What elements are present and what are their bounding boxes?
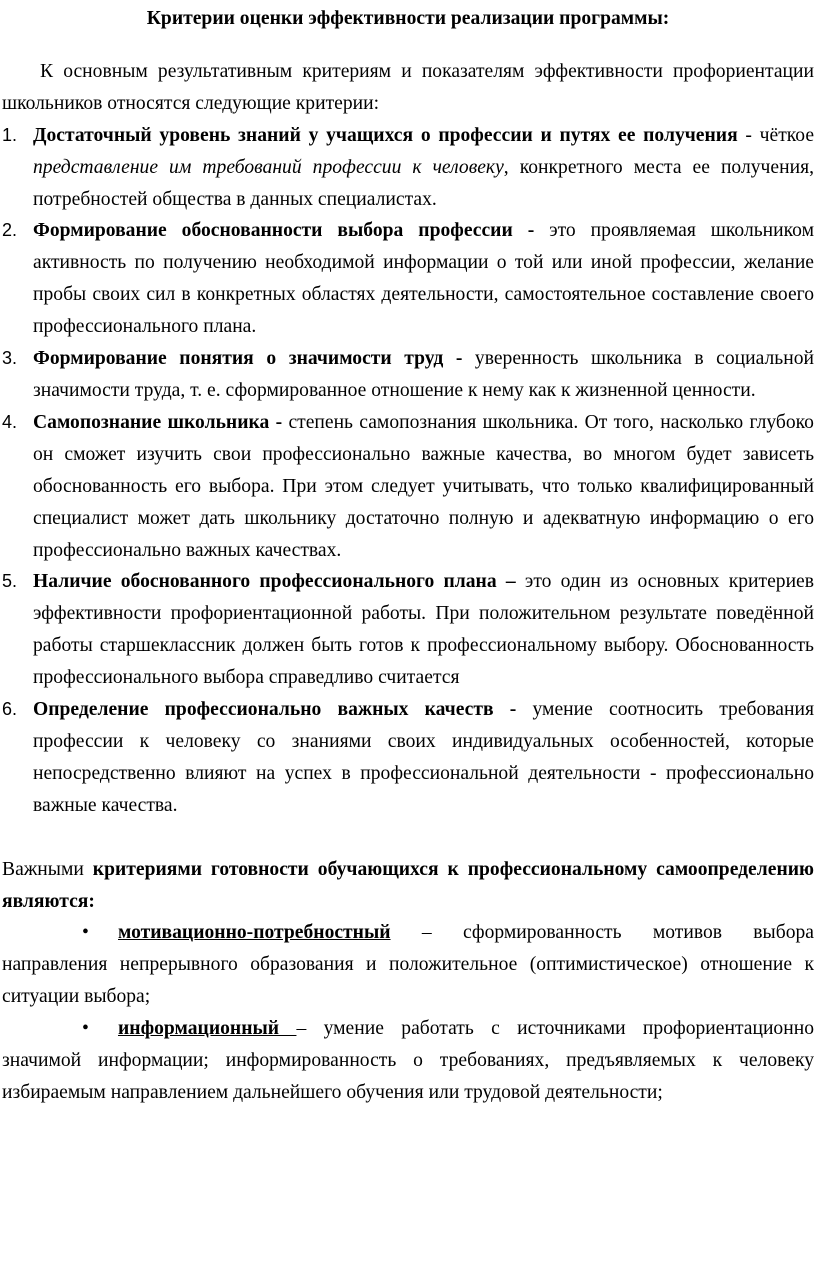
criterion-text: уверенность школьника в социальной значимости труда, т. е. сформированное отношение к нему как к жизненной ценности.: [33, 348, 814, 401]
intro-paragraph: К основным результативным критериям и показателям эффективности профориентации школьников относятся следующие критерии:: [2, 60, 814, 114]
criterion-separator: -: [493, 699, 533, 721]
criterion-number: 2.: [2, 220, 18, 241]
bullet-term: информационный: [118, 1018, 297, 1040]
criterion-heading: Формирование обоснованности выбора профессии: [33, 220, 513, 242]
criterion-text-prefix: чёткое: [759, 124, 815, 146]
criterion-text: , конкретного места ее получения, потребностей общества в данных специалистах.: [33, 156, 814, 210]
criterion-heading: Наличие обоснованного профессионального плана: [33, 571, 497, 593]
criterion-item: [2, 407, 814, 567]
criterion-heading: Самопознание школьника: [33, 411, 270, 433]
criterion-italic-text: представление им требований профессии к человеку: [33, 156, 504, 178]
criterion-text: степень самопознания школьника. От того, насколько глубоко он сможет изучить свои профессионально важные качества, во многом будет зависеть обоснованность его выбора. При этом следует учитывать, что только квалифицированный специалист может дать школьнику достаточно полную и адекватную информацию о его профессионально важных качествах.: [33, 411, 814, 561]
criterion-heading: Формирование понятия о значимости труд: [33, 348, 444, 370]
criterion-item: [2, 120, 814, 216]
criterion-number: 1.: [2, 124, 18, 145]
criterion-separator: -: [737, 124, 760, 146]
criterion-separator: –: [496, 571, 525, 593]
criterion-item: [2, 215, 814, 343]
criteria-list: [2, 120, 814, 822]
criterion-heading: Достаточный уровень знаний у учащихся о профессии и путях ее получения: [33, 124, 738, 146]
criterion-number: 3.: [2, 348, 18, 369]
document-title: Критерии оценки эффективности реализации программы:: [146, 8, 670, 29]
readiness-heading: критериями готовности обучающихся к профессиональному самоопределению являются:: [2, 858, 814, 912]
criterion-text: умение соотносить требования профессии к человеку со знаниями своих индивидуальных особенностей, которые непосредственно влияют на успех в профессиональной деятельности - профессионально важные качества.: [33, 699, 814, 816]
readiness-prefix: Важными: [2, 858, 93, 880]
bullet-marker: •: [82, 922, 89, 944]
criterion-number: 6.: [2, 699, 18, 720]
criterion-item: [2, 566, 814, 694]
criterion-item: [2, 694, 814, 822]
criterion-heading: Определение профессионально важных качеств: [33, 699, 494, 721]
bullet-text: – сформированность мотивов выбора направления непрерывного образования и положительное (оптимистическое) отношение к ситуации выбора;: [2, 922, 814, 1008]
bullet-item: [2, 917, 814, 1013]
criterion-separator: -: [269, 411, 289, 433]
criterion-separator: -: [512, 220, 550, 242]
bullet-text: – умение работать с источниками профориентационно значимой информации; информированность о требованиях, предъявляемых к человеку избираемым направлением дальнейшего обучения или трудовой деятельности;: [2, 1018, 815, 1103]
criterion-text: это проявляемая школьником активность по получению необходимой информации о той или иной профессии, желание пробы своих сил в конкретных областях деятельности, самостоятельное составление своего профессионального плана.: [33, 220, 814, 338]
criterion-item: [2, 343, 814, 407]
criterion-text: это один из основных критериев эффективности профориентационной работы. При положительном результате поведённой работы старшеклассник должен быть готов к профессиональному выбору. Обоснованность профессионального выбора справедливо считается: [33, 571, 814, 689]
criterion-number: 4.: [2, 411, 18, 432]
readiness-paragraph: [2, 854, 814, 918]
criterion-separator: -: [443, 348, 475, 370]
bullet-marker: •: [82, 1018, 89, 1040]
bullet-item: [2, 1013, 814, 1109]
bullet-term: мотивационно-потребностный: [118, 922, 391, 944]
criterion-number: 5.: [2, 571, 18, 592]
